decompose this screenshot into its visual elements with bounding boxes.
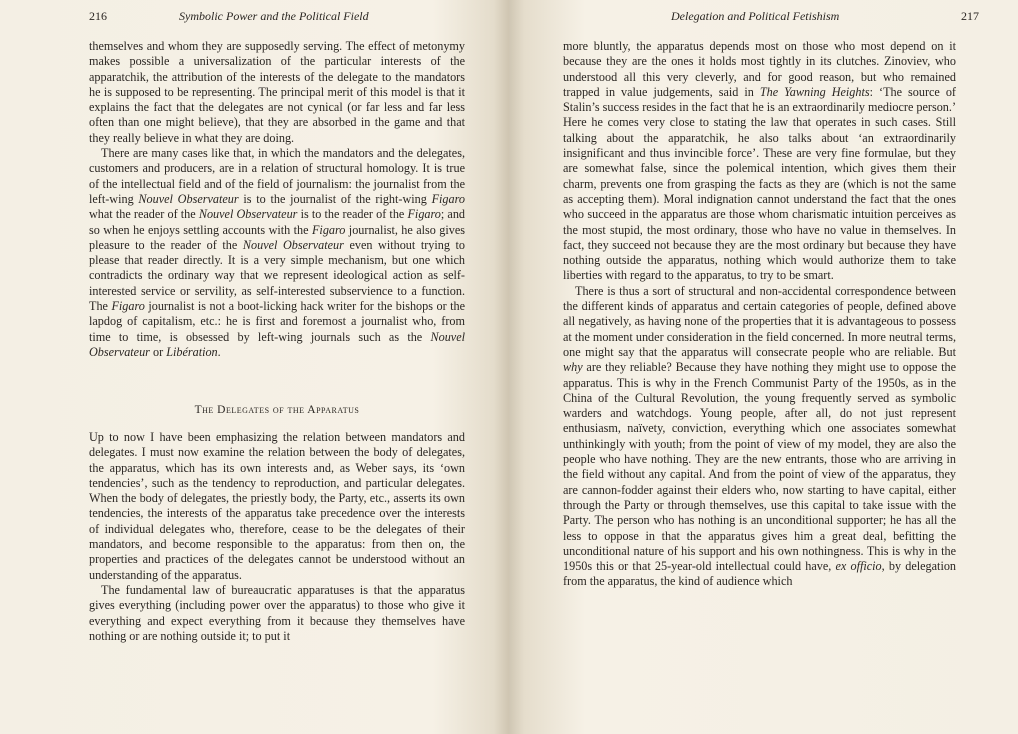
paragraph-fundamental-law: The fundamental law of bureaucratic apparatuses is that the apparatus gives everything (including power over the apparatus) to those who give it everything and expect everything from it because they themselves have nothing or are nothing outside it; to put it: [89, 582, 465, 643]
section-heading: The Delegates of the Apparatus: [194, 404, 360, 416]
left-body-top: [89, 39, 465, 360]
paragraph-structural-correspondence: There is thus a sort of structural and non-accidental correspondence between the different kinds of apparatus and certain categories of people, defined above all negatively, as having none of the properties that it is advantageous to possess at the moment under consideration in the field concerned. In more neutral terms, one might say that the apparatus will consecrate people who are reliable. But why are they reliable? Because they have nothing they might use to oppose the apparatus. This is why in the French Communist Party of the 1950s, as in the China of the Cultural Revolution, the young frequently served as symbolic warders and watchdogs. Young people, after all, do not just represent enthusiasm, naïvety, conviction, everything which one associates somewhat unthinkingly with youth; from the point of view of my model, they are also the people who have nothing. They are the new entrants, those who are arriving in the field without any capital. And from the point of view of the apparatus, they are cannon-fodder against their elders who, now starting to have capital, either through the Party or through themselves, use this capital to take issue with the Party. The person who has nothing is an unconditional supporter; he has all the less to oppose in that the apparatus gives him a great deal, befitting the unconditional nature of his support and his own nothingness. This is why in the 1950s this or that 25-year-old intellectual could have, ex officio, by delegation from the apparatus, the kind of audience which: [563, 283, 957, 589]
right-page-number: 217: [961, 9, 979, 23]
right-running-title: Delegation and Political Fetishism: [671, 9, 840, 23]
right-page: [509, 0, 1018, 734]
paragraph-apparatus-depends: more bluntly, the apparatus depends most on those who most depend on it because they are the ones it holds most tightly in its clutches. Zinoviev, who understood all this very cleverly, and for good reason, but who remained trapped in value judgements, said in The Yawning Heights: ‘The source of Stalin’s success resides in the fact that he is an extraordinarily mediocre person.’ Here he comes very close to stating the law that operates in such cases. Still talking about the apparatchik, he also talks about ‘an extraordinarily insignificant and thus invincible force’. These are very fine formulae, but they are somewhat false, since the polemical intention, which gives them their charm, prevents one from grasping the facts as they are (which is not the same as accepting them). Moral indignation cannot understand the fact that the ones who succeed in the apparatus are those whom charismatic intuition perceives as the most stupid, the most ordinary, those who have no value in themselves. In fact, they succeed not because they are the most ordinary but because they have nothing outside the apparatus, nothing which would authorize them to take liberties with regard to the apparatus, to try to be smart.: [563, 39, 956, 283]
left-page-number: 216: [89, 9, 107, 23]
left-running-title: Symbolic Power and the Political Field: [179, 9, 369, 23]
paragraph-mandators-delegates: Up to now I have been emphasizing the relation between mandators and delegates. I must now examine the relation between the body of delegates, the apparatus, which has its own interests and, as Weber says, its ‘own tendencies’, such as the tendency to reproduction, and particular delegates. When the body of delegates, the priestly body, the Party, etc., asserts its own tendencies, the interests of the apparatus take precedence over the interests of individual delegates who, therefore, cease to be the delegates of their mandators, and become responsible to the apparatus: from then on, the properties and practices of the delegates cannot be understood without an understanding of the apparatus.: [89, 430, 465, 582]
left-body-bottom: [89, 430, 465, 644]
paragraph-continuation: themselves and whom they are supposedly serving. The effect of metonymy makes possible a universalization of the particular interests of the apparatchik, the attribution of the interests of the delegate to the mandators he is supposed to be representing. The principal merit of this model is that it explains the fact that the delegates are not cynical (or far less and far less often than one might believe), that they are absorbed in the game and that they really believe in what they are doing.: [89, 39, 465, 145]
paragraph-structural-homology: There are many cases like that, in which the mandators and the delegates, customers and producers, are in a relation of structural homology. It is true of the intellectual field and of the field of journalism: the journalist from the left-wing Nouvel Observateur is to the journalist of the right-wing Figaro what the reader of the Nouvel Observateur is to the reader of the Figaro; and so when he enjoys settling accounts with the Figaro journalist, he also gives pleasure to the reader of the Nouvel Observateur even without trying to please that reader directly. It is a very simple mechanism, but one which contradicts the ordinary way that we represent ideological action as self-interested service or servility, as self-interested subservience to a function. The Figaro journalist is not a boot-licking hack writer for the bishops or the lapdog of capitalism, etc.: he is first and foremost a journalist who, from time to time, is obsessed by left-wing journals such as the Nouvel Observateur or Libération.: [89, 146, 466, 359]
right-body: [563, 39, 956, 590]
